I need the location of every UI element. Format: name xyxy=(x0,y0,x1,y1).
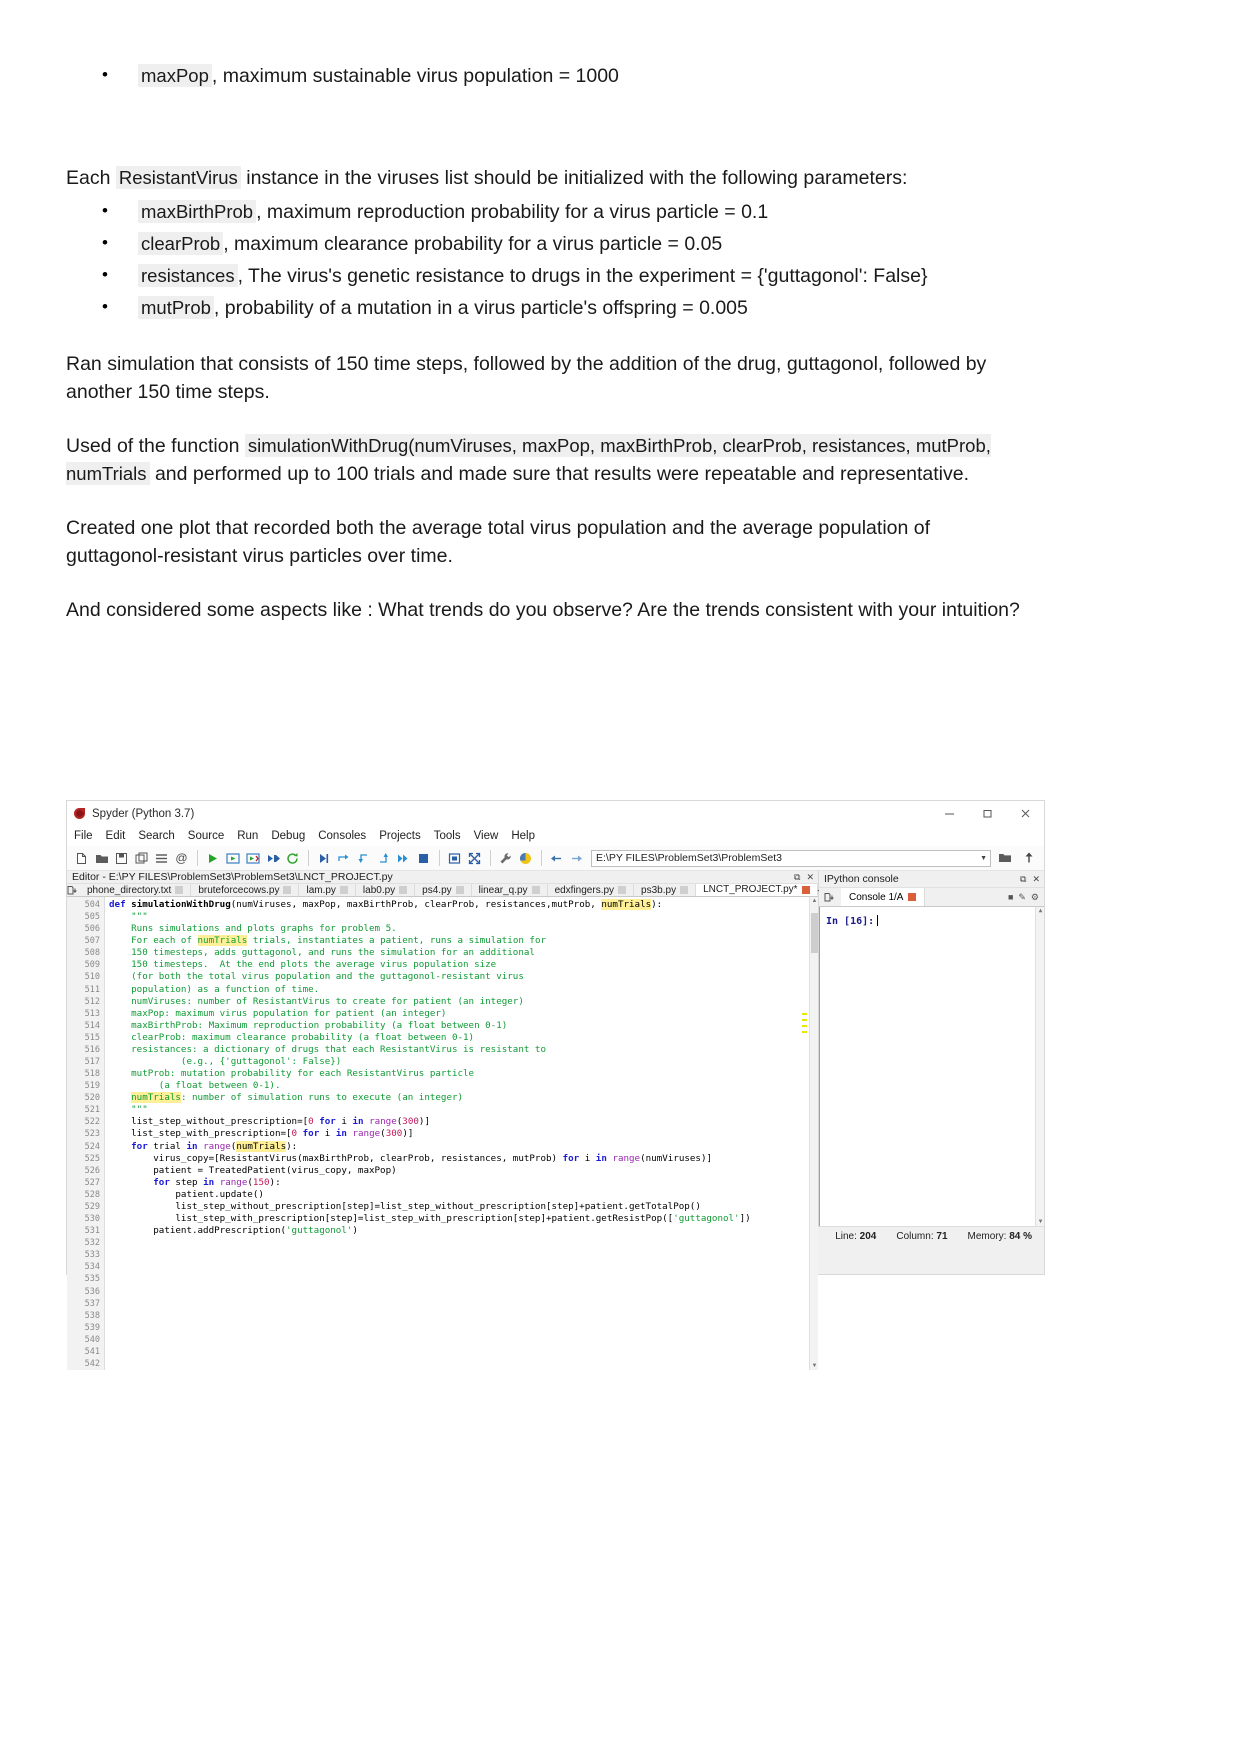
at-symbol-icon[interactable]: @ xyxy=(175,851,188,865)
run-cell-icon[interactable] xyxy=(223,849,242,868)
line-number: 532 xyxy=(84,1238,100,1249)
toolbar-separator xyxy=(439,850,440,866)
editor-pane-title: Editor - E:\PY FILES\ProblemSet3\ProblemSet3\LNCT_PROJECT.py xyxy=(72,871,393,883)
line-number: 522 xyxy=(84,1117,100,1128)
console-tab-actions xyxy=(1008,888,1044,906)
preferences-wrench-icon[interactable] xyxy=(496,849,515,868)
line-number-gutter xyxy=(67,897,105,1370)
main-toolbar xyxy=(67,846,1044,871)
code-line: maxPop: maximum virus population for patient (an integer) xyxy=(109,1007,447,1019)
line-number: 542 xyxy=(84,1358,100,1369)
line-value: 204 xyxy=(859,1230,877,1242)
code-line: patient = TreatedPatient(virus_copy, maxPop) xyxy=(109,1164,397,1176)
tab-label: linear_q.py xyxy=(478,884,528,896)
toolbar-separator xyxy=(541,850,542,866)
close-icon[interactable] xyxy=(1006,801,1044,826)
window-title: Spyder (Python 3.7) xyxy=(92,807,195,820)
line-number: 510 xyxy=(84,972,100,983)
paragraph-used-function xyxy=(66,432,1041,488)
debug-step-out-icon[interactable] xyxy=(374,849,393,868)
editor-pane-controls xyxy=(794,872,814,883)
close-pane-icon[interactable]: ✕ xyxy=(806,871,814,882)
line-number: 509 xyxy=(84,960,100,971)
spyder-logo-icon xyxy=(73,807,86,820)
line-label: Line: xyxy=(835,1230,857,1242)
line-number: 506 xyxy=(84,924,100,935)
line-number: 526 xyxy=(84,1165,100,1176)
memory-value: 84 % xyxy=(1009,1230,1032,1242)
tab-close-icon[interactable] xyxy=(802,886,810,894)
line-number: 517 xyxy=(84,1057,100,1068)
line-number: 538 xyxy=(84,1310,100,1321)
tab-close-icon[interactable] xyxy=(532,886,540,894)
paragraph-ran-simulation: Ran simulation that consists of 150 time steps, followed by the addition of the drug, guttagonol, followed by another 150 time steps. xyxy=(66,353,987,403)
run-file-icon[interactable] xyxy=(203,849,222,868)
occurrence-marker xyxy=(802,1013,807,1015)
console-pane-title: IPython console xyxy=(824,873,899,885)
line-number: 505 xyxy=(84,912,100,923)
code-line: patient.update() xyxy=(109,1188,264,1200)
code-editor[interactable] xyxy=(67,897,818,1370)
code-line: virus_copy=[ResistantVirus(maxBirthProb, clearProb, resistances, mutProb) for i in range(numViruses)] xyxy=(109,1152,713,1164)
used-suffix: and performed up to 100 trials and made sure that results were repeatable and representative. xyxy=(149,463,970,485)
line-number: 504 xyxy=(84,900,100,910)
tab-close-icon[interactable] xyxy=(618,886,626,894)
tab-label: phone_directory.txt xyxy=(87,884,172,896)
line-number: 516 xyxy=(84,1044,100,1055)
run-cell-advance-icon[interactable] xyxy=(243,849,262,868)
line-number: 515 xyxy=(84,1032,100,1043)
toolbar-separator xyxy=(490,850,491,866)
tab-close-icon[interactable] xyxy=(340,886,348,894)
editor-pane xyxy=(67,871,819,1370)
code-line: Runs simulations and plots graphs for problem 5. xyxy=(109,923,397,935)
scroll-up-icon[interactable]: ▲ xyxy=(1038,907,1043,914)
line-number: 528 xyxy=(84,1189,100,1200)
line-number: 527 xyxy=(84,1177,100,1188)
spyder-window xyxy=(66,800,1045,1370)
menu-item-help[interactable]: Help xyxy=(511,830,535,842)
scrollbar-thumb[interactable] xyxy=(811,913,818,953)
minimize-icon[interactable] xyxy=(930,801,968,826)
scroll-down-icon[interactable]: ▼ xyxy=(1038,1218,1043,1225)
editor-tabstrip xyxy=(67,884,818,897)
menu-item-edit[interactable]: Edit xyxy=(105,830,126,842)
menu-item-search[interactable]: Search xyxy=(138,830,175,842)
memory-label: Memory: xyxy=(967,1230,1007,1242)
status-column xyxy=(896,1231,947,1242)
python-path-icon[interactable] xyxy=(516,849,535,868)
each-suffix: instance in the viruses list should be initialized with the following parameters: xyxy=(240,167,908,189)
line-number: 508 xyxy=(84,948,100,959)
inline-code-simulationwithdrug: simulationWithDrug(numViruses, maxPop, maxBirthProb, clearProb, resistances, mutProb, numTrials xyxy=(66,435,991,484)
new-file-icon[interactable] xyxy=(72,849,91,868)
maximize-pane-icon[interactable] xyxy=(445,849,464,868)
console-tabstrip xyxy=(819,888,1044,907)
console-pane-controls xyxy=(1020,874,1040,885)
tab-label: lab0.py xyxy=(362,884,396,896)
tab-close-icon[interactable] xyxy=(456,886,464,894)
bullet-text: , The virus's genetic resistance to drugs in the experiment = {'guttagonol': False} xyxy=(237,265,928,287)
line-number: 518 xyxy=(84,1069,100,1080)
editor-tab-phone-directory[interactable] xyxy=(80,884,191,896)
editor-tab-ps4[interactable] xyxy=(415,884,471,896)
column-label: Column: xyxy=(896,1230,934,1242)
code-line: mutProb: mutation probability for each ResistantVirus particle xyxy=(109,1068,475,1080)
editor-vertical-scrollbar[interactable] xyxy=(809,897,818,1370)
clear-console-icon[interactable]: ✎ xyxy=(1018,891,1026,902)
rerun-icon[interactable] xyxy=(283,849,302,868)
paragraph-aspects: And considered some aspects like : What trends do you observe? Are the trends consistent with your intuition? xyxy=(66,599,1020,621)
list-item xyxy=(66,292,1066,324)
menu-item-run[interactable]: Run xyxy=(237,830,259,842)
paragraph-created-plot: Created one plot that recorded both the average total virus population and the average population of guttagonol-resistant virus particles over time. xyxy=(66,517,931,567)
save-all-icon[interactable] xyxy=(132,849,151,868)
list-item xyxy=(66,228,1066,260)
close-pane-icon[interactable]: ✕ xyxy=(1032,873,1040,884)
scroll-up-icon[interactable]: ▲ xyxy=(811,898,818,904)
editor-tab-bruteforcecows[interactable] xyxy=(191,884,299,896)
window-controls xyxy=(930,801,1044,826)
menu-item-tools[interactable]: Tools xyxy=(433,830,461,842)
code-line: """ xyxy=(109,1104,148,1116)
tab-label: Console 1/A xyxy=(849,891,904,903)
list-item xyxy=(66,60,1066,92)
line-number: 513 xyxy=(84,1008,100,1019)
line-number: 507 xyxy=(84,936,100,947)
line-number: 525 xyxy=(84,1153,100,1164)
ipython-console-pane xyxy=(819,871,1044,1226)
line-number: 514 xyxy=(84,1020,100,1031)
code-line: for trial in range(numTrials): xyxy=(131,1140,298,1152)
chevron-down-icon[interactable]: ▼ xyxy=(980,854,987,862)
line-number: 535 xyxy=(84,1274,100,1285)
working-directory-input[interactable] xyxy=(591,850,991,867)
line-number: 540 xyxy=(84,1334,100,1345)
occurrence-marker xyxy=(802,1025,807,1027)
code-line: numViruses: number of ResistantVirus to create for patient (an integer) xyxy=(109,995,524,1007)
menubar xyxy=(67,826,1044,846)
line-number: 529 xyxy=(84,1201,100,1212)
toolbar-right-icons xyxy=(995,849,1044,868)
code-line: resistances: a dictionary of drugs that each ResistantVirus is resistant to xyxy=(109,1043,546,1055)
bullet-text: , probability of a mutation in a virus particle's offspring = 0.005 xyxy=(213,297,748,319)
editor-tab-lab0[interactable] xyxy=(356,884,415,896)
tab-close-icon[interactable] xyxy=(680,886,688,894)
tab-label: edxfingers.py xyxy=(554,884,615,896)
code-content[interactable] xyxy=(105,897,818,1370)
line-number: 539 xyxy=(84,1322,100,1333)
path-value: E:\PY FILES\ProblemSet3\ProblemSet3 xyxy=(596,852,782,864)
parent-directory-icon[interactable] xyxy=(1019,849,1038,868)
maxpop-bullet-list xyxy=(66,60,1066,92)
console-options-icon[interactable]: ⚙ xyxy=(1030,891,1039,902)
run-selection-icon[interactable] xyxy=(263,849,282,868)
tab-close-icon[interactable] xyxy=(399,886,407,894)
window-titlebar xyxy=(67,801,1044,826)
code-line: for step in range(150): xyxy=(153,1176,281,1188)
file-list-icon[interactable] xyxy=(152,849,171,868)
toolbar-separator xyxy=(308,850,309,866)
debug-start-icon[interactable] xyxy=(314,849,333,868)
inline-code-maxbirthprob: maxBirthProb xyxy=(138,200,256,223)
code-line: (e.g., {'guttagonol': False}) xyxy=(109,1056,342,1068)
inline-code-clearprob: clearProb xyxy=(138,232,223,255)
console-browse-icon[interactable] xyxy=(819,888,841,906)
status-line xyxy=(835,1231,876,1242)
code-line: 150 timesteps. At the end plots the average virus population size xyxy=(109,959,497,971)
menu-item-projects[interactable]: Projects xyxy=(379,830,421,842)
console-output[interactable] xyxy=(819,907,1044,1226)
undock-icon[interactable]: ⧉ xyxy=(1020,873,1027,884)
line-number: 536 xyxy=(84,1286,100,1297)
tab-label: ps3b.py xyxy=(641,884,677,896)
line-number: 520 xyxy=(84,1093,100,1104)
code-line: (for both the total virus population and the guttagonol-resistant virus xyxy=(109,971,524,983)
list-item xyxy=(66,260,1066,292)
tab-label: bruteforcecows.py xyxy=(198,884,280,896)
line-number: 521 xyxy=(84,1105,100,1116)
inline-code-maxpop: maxPop xyxy=(138,64,212,87)
editor-tab-lam[interactable] xyxy=(299,884,355,896)
menu-item-view[interactable]: View xyxy=(473,830,499,842)
code-line: list_step_with_prescription[step]=list_step_with_prescription[step]+patient.getResistPop(['guttagonol']) xyxy=(109,1213,751,1225)
occurrence-marker xyxy=(802,1031,807,1033)
browse-tabs-icon[interactable] xyxy=(67,884,80,896)
menu-item-debug[interactable]: Debug xyxy=(271,830,306,842)
code-line: (a float between 0-1). xyxy=(109,1080,281,1092)
inline-code-mutprob: mutProb xyxy=(138,296,214,319)
line-number: 537 xyxy=(84,1298,100,1309)
debug-step-over-icon[interactable] xyxy=(334,849,353,868)
line-number: 512 xyxy=(84,996,100,1007)
editor-tab-lnct-project[interactable] xyxy=(696,884,817,896)
code-line: """ xyxy=(109,911,148,923)
line-number: 531 xyxy=(84,1226,100,1237)
save-file-icon[interactable] xyxy=(112,849,131,868)
forward-arrow-icon[interactable] xyxy=(567,849,586,868)
editor-tab-linear-q[interactable] xyxy=(472,884,548,896)
text-cursor xyxy=(877,915,878,926)
column-value: 71 xyxy=(936,1230,948,1242)
each-resistantvirus-line xyxy=(66,164,1066,192)
inline-code-resistances: resistances xyxy=(138,264,238,287)
line-number: 533 xyxy=(84,1250,100,1261)
menu-item-file[interactable]: File xyxy=(74,830,93,842)
undock-icon[interactable]: ⧉ xyxy=(794,871,801,882)
fullscreen-icon[interactable] xyxy=(465,849,484,868)
code-line: list_step_without_prescription=[0 for i in range(300)] xyxy=(109,1116,430,1128)
line-number: 519 xyxy=(84,1081,100,1092)
bullet-text: , maximum sustainable virus population = 1000 xyxy=(211,65,619,87)
occurrence-marker xyxy=(802,1019,807,1021)
code-line: list_step_with_prescription=[0 for i in range(300)] xyxy=(109,1128,414,1140)
param-bullet-list xyxy=(66,196,1066,324)
code-line: maxBirthProb: Maximum reproduction probability (a float between 0-1) xyxy=(109,1019,508,1031)
line-number: 541 xyxy=(84,1346,100,1357)
status-memory xyxy=(968,1231,1032,1242)
inline-code-resistantvirus: ResistantVirus xyxy=(116,166,241,189)
code-line: def simulationWithDrug(numViruses, maxPop, maxBirthProb, clearProb, resistances,mutProb, numTrials): xyxy=(109,899,663,910)
back-arrow-icon[interactable] xyxy=(547,849,566,868)
editor-tab-edxfingers[interactable] xyxy=(548,884,634,896)
scroll-down-icon[interactable]: ▼ xyxy=(811,1363,818,1370)
console-prompt: In [16]: xyxy=(826,916,875,927)
tab-close-icon[interactable] xyxy=(283,886,291,894)
used-prefix: Used of the function xyxy=(66,435,245,457)
editor-pane-header xyxy=(67,871,818,884)
code-line: For each of numTrials trials, instantiates a patient, runs a simulation for xyxy=(109,935,547,947)
debug-continue-icon[interactable] xyxy=(394,849,413,868)
editor-tab-ps3b[interactable] xyxy=(634,884,696,896)
code-line: population) as a function of time. xyxy=(109,983,320,995)
code-line: list_step_without_prescription[step]=list_step_without_prescription[step]+patient.getTotalPop() xyxy=(109,1200,701,1212)
browse-directory-icon[interactable] xyxy=(995,849,1014,868)
line-number: 511 xyxy=(84,984,100,995)
console-tab-1a[interactable] xyxy=(841,888,925,906)
bullet-text: , maximum reproduction probability for a virus particle = 0.1 xyxy=(256,201,769,223)
console-pane-header xyxy=(819,871,1044,888)
debug-step-in-icon[interactable] xyxy=(354,849,373,868)
line-number: 530 xyxy=(84,1214,100,1225)
code-line: clearProb: maximum clearance probability (a float between 0-1) xyxy=(109,1031,475,1043)
each-prefix: Each xyxy=(66,167,116,189)
interrupt-kernel-icon[interactable]: ■ xyxy=(1007,892,1014,902)
tab-close-icon[interactable] xyxy=(175,886,183,894)
console-vertical-scrollbar[interactable] xyxy=(1035,907,1044,1226)
bullet-text: , maximum clearance probability for a virus particle = 0.05 xyxy=(223,233,723,255)
list-item xyxy=(66,196,1066,228)
tab-close-icon[interactable] xyxy=(908,893,916,901)
maximize-icon[interactable] xyxy=(968,801,1006,826)
tab-label: LNCT_PROJECT.py* xyxy=(703,884,798,895)
menu-item-source[interactable]: Source xyxy=(187,830,225,842)
line-number: 524 xyxy=(84,1141,100,1152)
open-file-icon[interactable] xyxy=(92,849,111,868)
line-number: 534 xyxy=(84,1262,100,1273)
code-line: patient.addPrescription('guttagonol') xyxy=(109,1225,358,1237)
tab-label: ps4.py xyxy=(422,884,452,896)
toolbar-separator xyxy=(197,850,198,866)
line-number: 523 xyxy=(84,1129,100,1140)
debug-stop-icon[interactable] xyxy=(414,849,433,868)
code-line: numTrials: number of simulation runs to execute (an integer) xyxy=(131,1092,464,1104)
menu-item-consoles[interactable]: Consoles xyxy=(318,830,367,842)
document-body xyxy=(66,60,1066,650)
tab-label: lam.py xyxy=(306,884,336,896)
code-line: 150 timesteps, adds guttagonol, and runs the simulation for an additional xyxy=(109,947,535,959)
